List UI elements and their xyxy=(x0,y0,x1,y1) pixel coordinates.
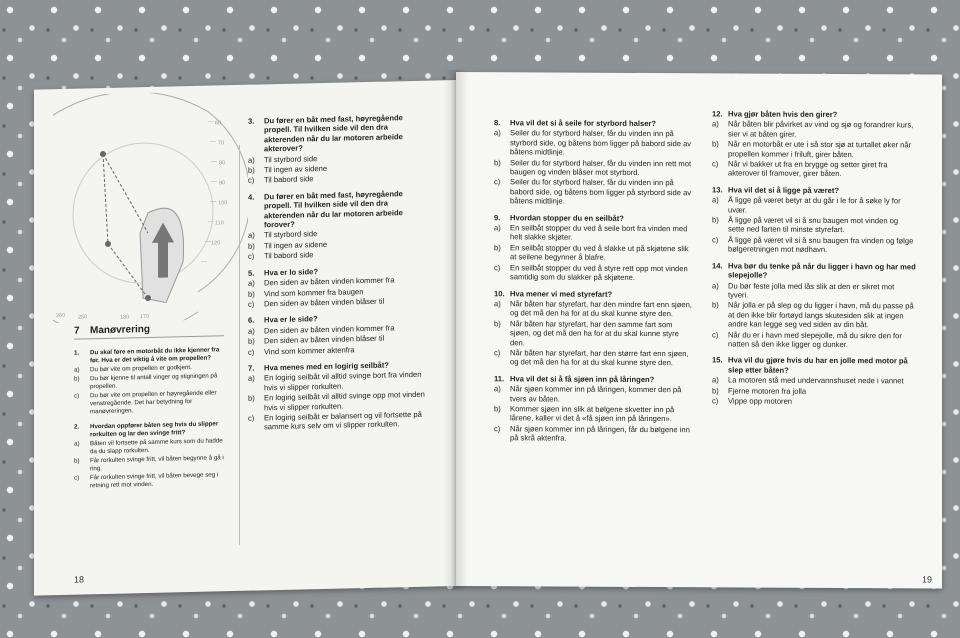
option-letter: c) xyxy=(712,396,719,406)
option-text: En seilbåt stopper du ved å styre rett opp mot vinden samtidig som du slakker på skjøtene. xyxy=(510,262,688,283)
svg-text:120: 120 xyxy=(211,240,221,247)
question-number: 7. xyxy=(248,363,255,373)
option-text: Kommer sjøen inn slik at bølgene skvetter inn på lårene, kaller vi det å «få sjøen inn på låringen». xyxy=(510,404,675,424)
question-block xyxy=(494,374,694,444)
answer-option xyxy=(712,120,916,140)
answer-option xyxy=(494,243,694,263)
svg-text:100: 100 xyxy=(217,200,228,207)
option-text: Når jolla er på slep og du ligger i havn, må du passe på at den ikke blir fortøyd langs skutesiden slik at ingen andre kan legge seg ved siden av din båt. xyxy=(728,300,914,330)
option-letter: c) xyxy=(712,235,719,245)
question-text: Hvordan stopper du en seilbåt? xyxy=(510,212,624,223)
question-title xyxy=(494,289,694,299)
option-letter: c) xyxy=(248,347,255,357)
question-title xyxy=(74,421,224,440)
option-text: Vind som kommer fra baugen xyxy=(264,286,364,298)
option-letter: b) xyxy=(248,165,255,175)
answer-option xyxy=(712,196,916,216)
option-letter: c) xyxy=(494,423,501,434)
svg-text:170: 170 xyxy=(140,313,150,321)
question-number: 11. xyxy=(494,373,505,384)
answer-option xyxy=(74,390,224,417)
question-block xyxy=(712,109,916,179)
question-block xyxy=(494,118,694,207)
option-letter: a) xyxy=(494,128,501,138)
question-block xyxy=(248,264,428,309)
question-block xyxy=(494,213,694,283)
question-title xyxy=(494,118,694,128)
answer-option xyxy=(494,129,694,158)
option-text: Den siden av båten vinden blåser til xyxy=(264,296,385,309)
option-letter: b) xyxy=(248,336,255,346)
option-letter: b) xyxy=(494,318,501,328)
question-block xyxy=(248,113,428,186)
question-title xyxy=(494,374,694,384)
option-text: En seilbåt stopper du ved å seile bort fra vinden med helt slakke skjøter. xyxy=(510,223,688,243)
option-letter: c) xyxy=(712,159,719,169)
option-letter: b) xyxy=(712,300,719,310)
option-letter: a) xyxy=(494,299,501,309)
option-letter: b) xyxy=(248,241,255,251)
answer-option xyxy=(74,438,224,457)
answer-option xyxy=(494,178,694,207)
option-text: En logirig seilbåt vil alltid svinge bort fra vinden hvis vi slipper rorkulten. xyxy=(264,370,422,393)
option-text: Å ligge på været betyr at du går i le for å søke ly for uvær. xyxy=(728,195,901,215)
page-number-left: 18 xyxy=(74,574,85,585)
option-letter: a) xyxy=(248,326,255,336)
option-text: Båten vil fortsette på samme kurs som du hadde da du slapp rorkulten. xyxy=(90,437,223,456)
option-text: Til babord side xyxy=(264,250,314,261)
option-letter: a) xyxy=(712,195,719,205)
option-text: Den siden av båten vinden blåser til xyxy=(264,333,385,346)
option-text: Fjerne motoren fra jolla xyxy=(728,385,807,396)
option-letter: a) xyxy=(248,278,255,288)
question-text: Hva er lo side? xyxy=(264,266,319,278)
option-letter: c) xyxy=(494,262,501,272)
question-block xyxy=(74,347,224,417)
question-text: Hva vil du gjøre hvis du har en jolle med motor på slep etter båten? xyxy=(728,355,908,375)
question-number: 1. xyxy=(74,349,80,358)
question-number: 15. xyxy=(712,355,723,365)
answer-option xyxy=(712,375,916,385)
option-text: La motoren stå med undervannshuset nede i vannet xyxy=(728,375,904,386)
option-letter: c) xyxy=(494,177,501,187)
section-title: Manøvrering xyxy=(90,323,151,337)
option-letter: c) xyxy=(248,413,255,423)
answer-option xyxy=(494,424,694,444)
answer-option xyxy=(712,159,916,179)
option-letter: a) xyxy=(248,231,255,241)
question-number: 9. xyxy=(494,212,501,222)
section-number: 7 xyxy=(74,325,80,337)
option-text: Når båten blir påvirket av vind og sjø og forandrer kurs, sier vi at båten girer. xyxy=(728,119,914,139)
question-text: Hva vil det si å få sjøen inn på låringen? xyxy=(510,374,655,384)
question-text: Hva er le side? xyxy=(264,314,318,325)
question-block xyxy=(74,421,224,491)
option-text: Vippe opp motoren xyxy=(728,396,793,406)
question-block xyxy=(248,312,428,357)
option-text: Du bør vite om propellen er høyregående eller venstregående. Det har betydning for manøvreringen. xyxy=(90,389,217,416)
option-text: Får rorkulten svinge fritt, vil båten bevege seg i retning rett mot vinden. xyxy=(90,471,219,490)
option-text: Når du er i havn med slepejolle, må du sikre den for natten så den ikke ligger og dunker. xyxy=(728,329,902,349)
answer-option xyxy=(712,396,916,406)
option-text: Den siden av båten vinden kommer fra xyxy=(264,275,395,288)
answer-option xyxy=(74,455,224,474)
svg-text:260: 260 xyxy=(56,312,66,320)
question-block xyxy=(248,360,428,433)
option-text: Seiler du for styrbord halser, får du vinden inn rett mot baugen og vinden blåser mot styrbord. xyxy=(510,157,692,177)
option-text: Vind som kommer aktenfra xyxy=(264,344,355,356)
question-title xyxy=(712,261,916,281)
answer-option xyxy=(74,472,224,491)
option-letter: a) xyxy=(248,155,255,165)
left-col-2 xyxy=(248,113,428,440)
option-letter: b) xyxy=(494,404,501,414)
option-letter: a) xyxy=(248,373,255,384)
option-letter: b) xyxy=(494,157,501,167)
option-text: En logirig seilbåt er balansert og vil fortsette på samme kurs selv om vi slipper rorkulten. xyxy=(264,409,422,432)
question-title xyxy=(248,113,428,155)
option-letter: c) xyxy=(74,392,80,401)
question-title xyxy=(248,188,428,230)
option-letter: c) xyxy=(248,299,255,309)
option-letter: a) xyxy=(712,280,719,290)
column-divider xyxy=(239,145,240,545)
question-title xyxy=(712,356,916,376)
question-block xyxy=(248,188,428,261)
option-text: Når vi bakker ut fra en brygge og setter giret fra akterover til framover, girer båten. xyxy=(728,159,888,179)
question-number: 4. xyxy=(248,192,255,202)
compass-boat-figure xyxy=(48,91,248,324)
svg-text:180: 180 xyxy=(120,314,130,321)
option-text: Får rorkulten svinge fritt, vil båten begynne å gå i ring. xyxy=(90,454,224,473)
option-letter: a) xyxy=(712,119,719,129)
option-letter: a) xyxy=(74,440,80,449)
question-text: Du fører en båt med fast, høyregående propell. Til hvilken side vil den dra akterenden når du lar motoren arbeide akterover? xyxy=(264,113,403,154)
option-letter: a) xyxy=(494,384,501,394)
question-title xyxy=(74,347,224,366)
answer-option xyxy=(712,281,916,301)
option-text: Når sjøen kommer inn på låringen, får du bølgene inn på skrå aktenfra. xyxy=(510,424,690,443)
option-letter: c) xyxy=(494,348,501,358)
question-number: 10. xyxy=(494,288,505,298)
option-text: Å ligge på været vil si å snu baugen fra vinden og følge bølgeretningen mot nødhavn. xyxy=(728,235,914,255)
question-block xyxy=(712,185,916,255)
question-number: 12. xyxy=(712,109,723,119)
question-text: Du fører en båt med fast, høyregående propell. Til hvilken side vil den dra akterenden når du lar motoren arbeide forover? xyxy=(264,189,403,230)
answer-option xyxy=(494,299,694,319)
question-text: Hva menes med en logirig seilbåt? xyxy=(264,360,389,373)
answer-option xyxy=(494,263,694,283)
option-text: Seiler du for styrbord halser, får du vinden inn på babord side, og båtens bom ligger på styrbord side av båtens midtlinje. xyxy=(510,177,692,206)
question-number: 6. xyxy=(248,315,255,326)
option-text: Til babord side xyxy=(264,174,314,185)
option-letter: b) xyxy=(712,385,719,395)
answer-option xyxy=(494,384,694,404)
question-number: 8. xyxy=(494,118,501,128)
answer-option xyxy=(74,373,224,392)
option-text: Den siden av båten vinden kommer fra xyxy=(264,323,395,336)
option-text: Når båten har styrefart, har den mindre fart enn sjøen, og det må den ha for at du skal kunne styre den. xyxy=(510,299,692,319)
answer-option xyxy=(494,348,694,368)
question-block xyxy=(712,356,916,407)
option-text: Du bør feste jolla med lås slik at den er sikret mot tyveri. xyxy=(728,280,895,300)
answer-option xyxy=(494,319,694,348)
question-number: 14. xyxy=(712,261,723,271)
answer-option xyxy=(712,215,916,235)
option-text: Å ligge på været vil si å snu baugen mot vinden og sette ned farten til minste styrefart. xyxy=(728,215,899,235)
answer-option xyxy=(712,140,916,160)
option-letter: c) xyxy=(712,329,719,339)
option-text: Når sjøen kommer inn på låringen, kommer den på tvers av båten. xyxy=(510,384,682,404)
option-text: Til styrbord side xyxy=(264,229,318,240)
option-text: Til ingen av sidene xyxy=(264,163,328,175)
question-number: 5. xyxy=(248,268,255,278)
answer-option xyxy=(494,158,694,178)
option-letter: b) xyxy=(248,393,255,403)
option-letter: b) xyxy=(494,243,501,253)
question-text: Hva mener vi med styrefart? xyxy=(510,288,613,299)
question-title xyxy=(494,213,694,223)
option-letter: b) xyxy=(248,289,255,299)
question-title xyxy=(712,109,916,119)
question-text: Hvordan oppfører båten seg hvis du slipper rorkulten og lar den svinge fritt? xyxy=(90,420,219,439)
question-text: Hva vil det si å ligge på været? xyxy=(728,185,839,195)
answer-option xyxy=(712,235,916,255)
right-page xyxy=(456,72,942,589)
svg-text:250: 250 xyxy=(78,314,88,321)
answer-option xyxy=(712,301,916,330)
svg-text:90: 90 xyxy=(219,180,226,187)
option-letter: b) xyxy=(712,139,719,149)
answer-option xyxy=(712,330,916,350)
option-letter: c) xyxy=(248,251,255,262)
right-col-2 xyxy=(712,109,916,413)
left-page xyxy=(34,80,456,596)
option-letter: b) xyxy=(74,375,80,384)
option-text: Til ingen av sidene xyxy=(264,239,328,251)
option-letter: b) xyxy=(712,215,719,225)
section-heading xyxy=(74,323,224,340)
answer-option xyxy=(494,404,694,424)
open-book xyxy=(34,60,933,590)
option-text: Til styrbord side xyxy=(264,153,318,164)
option-text: Når båten har styrefart, har den større fart enn sjøen, og det må den ha for at du skal kunne styre den. xyxy=(510,348,689,368)
option-text: Når en motorbåt er ute i så stor sjø at turtallet øker når propellen kommer i friluft, girer båten. xyxy=(728,139,912,159)
question-number: 3. xyxy=(248,116,255,126)
svg-text:70: 70 xyxy=(217,140,225,147)
svg-text:110: 110 xyxy=(215,220,224,227)
question-text: Du skal føre en motorbåt du ikke kjenner fra før. Hva er det viktig å vite om propellen? xyxy=(90,346,220,365)
question-title xyxy=(712,185,916,195)
option-text: Når båten har styrefart, har den samme fart som sjøen, og det må den ha for at du skal kunne styre den. xyxy=(510,319,679,347)
question-number: 13. xyxy=(712,185,723,195)
svg-text:60: 60 xyxy=(215,120,222,127)
option-text: En logirig seilbåt vil alltid svinge opp mot vinden hvis vi slipper rorkulten. xyxy=(264,389,425,412)
option-text: Du bør kjenne til antall vinger og stigningen på propellen. xyxy=(90,372,218,391)
page-number-right: 19 xyxy=(922,574,933,585)
svg-text:80: 80 xyxy=(219,160,226,167)
question-number: 2. xyxy=(74,423,80,432)
option-letter: a) xyxy=(74,366,80,375)
option-letter: c) xyxy=(74,474,80,483)
question-text: Hva gjør båten hvis den girer? xyxy=(728,109,838,119)
option-text: Du bør vite om propellen er godkjent. xyxy=(90,364,192,374)
option-text: Seiler du for styrbord halser, får du vinden inn på styrbord side, og båtens bom ligger på babord side av båtens midtlinje. xyxy=(510,128,692,157)
option-letter: c) xyxy=(248,176,255,186)
right-col-1 xyxy=(494,118,694,451)
question-block xyxy=(494,289,694,368)
answer-option xyxy=(248,410,428,433)
option-letter: b) xyxy=(74,457,80,466)
question-block xyxy=(712,261,916,350)
answer-option xyxy=(712,386,916,396)
option-letter: a) xyxy=(712,375,719,385)
answer-option xyxy=(494,223,694,243)
question-text: Hva bør du tenke på når du ligger i havn og har med slepejolle? xyxy=(728,261,916,280)
question-text: Hva vil det si å seile for styrbord halser? xyxy=(510,118,657,129)
left-col-1 xyxy=(74,317,224,498)
option-letter: a) xyxy=(494,223,501,233)
option-text: En seilbåt stopper du ved å slakke ut på skjøtene slik at seilene begynner å blafre. xyxy=(510,243,689,263)
